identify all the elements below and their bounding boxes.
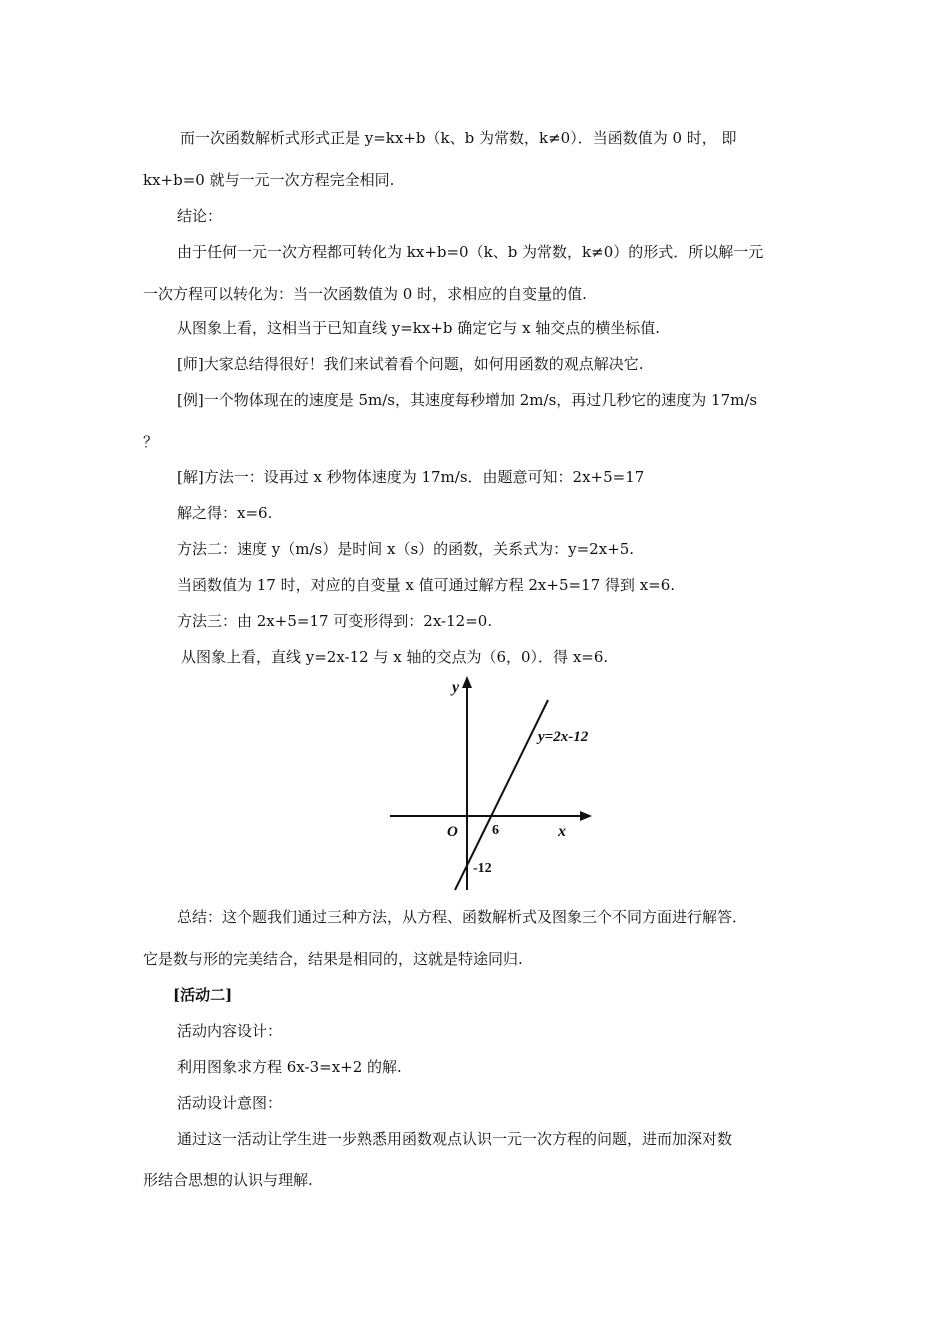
summary-line: 总结：这个题我们通过三种方法，从方程、函数解析式及图象三个不同方面进行解答． xyxy=(177,908,748,926)
paragraph-line: ？ xyxy=(143,433,159,451)
paragraph-line: 方法三：由 2x+5=17 可变形得到：2x-12=0. xyxy=(177,612,493,630)
y-axis-arrow-icon xyxy=(462,676,472,688)
solution-line: [解]方法一：设再过 x 秒物体速度为 17m/s．由题意可知：2x+5=17 xyxy=(177,468,645,486)
paragraph-line: 从图象上看，直线 y=2x-12 与 x 轴的交点为（6，0）．得 x=6. xyxy=(181,648,609,666)
x-axis-label: x xyxy=(558,823,566,840)
paragraph-line: 活动内容设计： xyxy=(177,1022,283,1040)
paragraph-line: 一次方程可以转化为：当一次函数值为 0 时，求相应的自变量的值. xyxy=(143,285,587,303)
example-line: [例]一个物体现在的速度是 5m/s，其速度每秒增加 2m/s，再过几秒它的速度为 17m/s xyxy=(177,391,758,409)
x-intercept-label: 6 xyxy=(492,823,499,838)
line-equation-label: y=2x-12 xyxy=(538,729,589,745)
paragraph-line: 当函数值为 17 时，对应的自变量 x 值可通过解方程 2x+5=17 得到 x=6. xyxy=(177,576,676,594)
conclusion-heading: 结论： xyxy=(177,207,223,225)
line-graph xyxy=(380,668,610,893)
y-intercept-label: -12 xyxy=(473,861,492,876)
paragraph-line: 通过这一活动让学生进一步熟悉用函数观点认识一元一次方程的问题，进而加深对数 xyxy=(177,1130,733,1148)
paragraph-line: 从图象上看，这相当于已知直线 y=kx+b 确定它与 x 轴交点的横坐标值. xyxy=(177,319,661,337)
activity-heading: [活动二] xyxy=(173,986,233,1004)
paragraph-line: 形结合思想的认识与理解. xyxy=(143,1171,313,1189)
function-line xyxy=(455,700,548,890)
x-axis-arrow-icon xyxy=(580,811,592,821)
paragraph-line: 解之得：x=6. xyxy=(177,504,273,522)
paragraph-line: 由于任何一元一次方程都可转化为 kx+b=0（k、b 为常数，k≠0）的形式．所以解一元 xyxy=(177,243,764,261)
y-axis-label: y xyxy=(452,679,460,696)
origin-label: O xyxy=(447,824,458,840)
paragraph-line: [师]大家总结得很好！我们来试着看个问题，如何用函数的观点解决它. xyxy=(177,355,644,373)
paragraph-line: 而一次函数解析式形式正是 y=kx+b（k、b 为常数，k≠0）．当函数值为 0 时， 即 xyxy=(180,129,737,147)
paragraph-line: 活动设计意图： xyxy=(177,1094,283,1112)
paragraph-line: 利用图象求方程 6x-3=x+2 的解. xyxy=(177,1058,402,1076)
paragraph-line: 方法二：速度 y（m/s）是时间 x（s）的函数，关系式为：y=2x+5. xyxy=(177,540,635,558)
paragraph-line: kx+b=0 就与一元一次方程完全相同. xyxy=(143,171,395,189)
summary-line: 它是数与形的完美结合，结果是相同的，这就是特途同归. xyxy=(143,950,523,968)
